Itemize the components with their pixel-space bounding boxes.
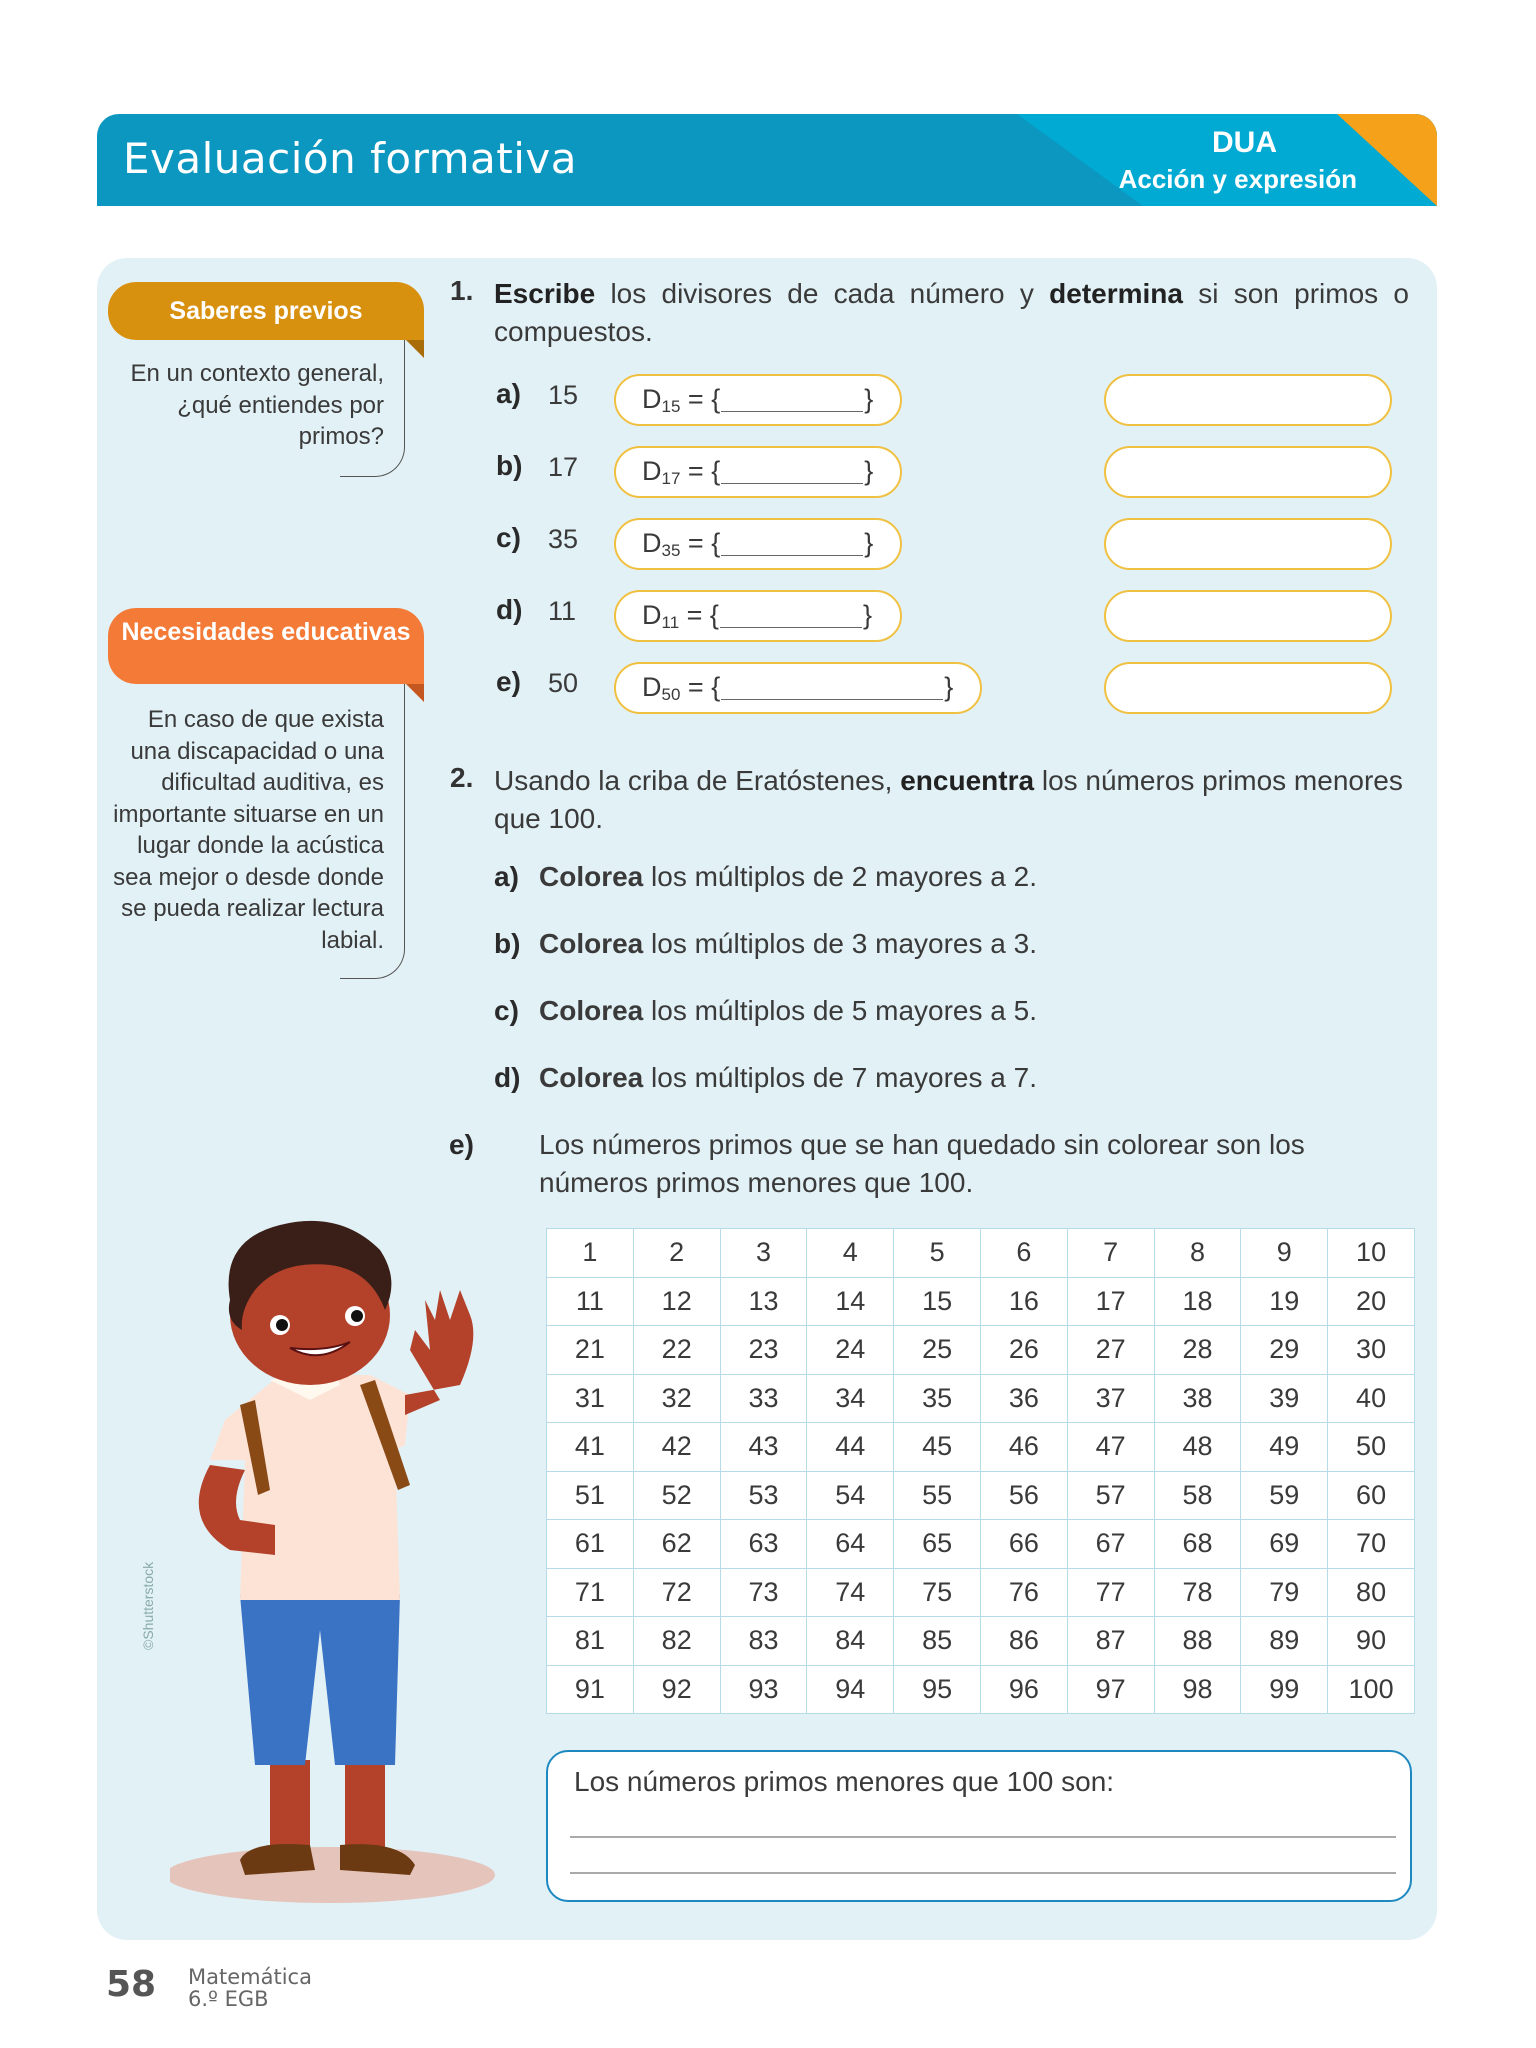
set-prefix: D [642, 528, 662, 558]
grid-cell[interactable]: 90 [1328, 1617, 1415, 1666]
grid-cell[interactable]: 77 [1067, 1568, 1154, 1617]
grid-cell[interactable]: 4 [807, 1229, 894, 1278]
grid-cell[interactable]: 52 [633, 1471, 720, 1520]
grid-cell[interactable]: 36 [980, 1374, 1067, 1423]
set-prefix: D [642, 456, 662, 486]
subject-label [188, 1966, 312, 2010]
divisor-set [642, 384, 873, 417]
step-verb: Colorea [539, 995, 644, 1026]
text: los números primos menores que 100. [494, 765, 1403, 834]
grid-cell[interactable]: 35 [894, 1374, 981, 1423]
grid-row [547, 1665, 1415, 1714]
grid-cell[interactable]: 44 [807, 1423, 894, 1472]
grid-cell[interactable]: 54 [807, 1471, 894, 1520]
set-close: } [864, 384, 874, 414]
grid-cell[interactable]: 1 [547, 1229, 634, 1278]
grid-cell[interactable]: 100 [1328, 1665, 1415, 1714]
grid-cell[interactable]: 97 [1067, 1665, 1154, 1714]
classification-input[interactable] [1104, 518, 1392, 570]
divisor-set [642, 600, 872, 633]
grid-cell[interactable]: 63 [720, 1520, 807, 1569]
set-equals: = { [679, 600, 719, 630]
grid-cell[interactable]: 21 [547, 1326, 634, 1375]
grid-cell[interactable]: 32 [633, 1374, 720, 1423]
grade-label: 6.º EGB [188, 1987, 269, 2011]
grid-cell[interactable]: 25 [894, 1326, 981, 1375]
set-close: } [944, 672, 954, 702]
sieve-step [494, 992, 1419, 1030]
grid-cell[interactable]: 57 [1067, 1471, 1154, 1520]
item-label: b) [496, 450, 523, 481]
grid-cell[interactable]: 79 [1241, 1568, 1328, 1617]
subject-name: Matemática [188, 1965, 312, 1989]
grid-cell[interactable]: 83 [720, 1617, 807, 1666]
step-verb: Colorea [539, 1062, 644, 1093]
grid-cell[interactable]: 34 [807, 1374, 894, 1423]
set-subscript: 35 [661, 541, 681, 560]
grid-cell[interactable]: 69 [1241, 1520, 1328, 1569]
page-title: Evaluación formativa [123, 134, 577, 183]
answer-label: Los números primos menores que 100 son: [574, 1766, 1115, 1797]
answer-box[interactable] [546, 1750, 1412, 1902]
step-text: los múltiplos de 3 mayores a 3. [643, 928, 1037, 959]
grid-cell[interactable]: 19 [1241, 1277, 1328, 1326]
set-prefix: D [642, 672, 662, 702]
grid-cell[interactable]: 29 [1241, 1326, 1328, 1375]
grid-cell[interactable]: 37 [1067, 1374, 1154, 1423]
grid-row [547, 1617, 1415, 1666]
grid-cell[interactable]: 27 [1067, 1326, 1154, 1375]
grid-cell[interactable]: 72 [633, 1568, 720, 1617]
blank-line[interactable] [721, 534, 863, 556]
grid-cell[interactable]: 47 [1067, 1423, 1154, 1472]
set-equals: = { [680, 384, 721, 414]
classification-input[interactable] [1104, 446, 1392, 498]
grid-cell[interactable]: 56 [980, 1471, 1067, 1520]
grid-cell[interactable]: 59 [1241, 1471, 1328, 1520]
classification-input[interactable] [1104, 374, 1392, 426]
blank-line[interactable] [721, 678, 943, 700]
step-label: a) [494, 861, 519, 892]
grid-cell[interactable]: 92 [633, 1665, 720, 1714]
grid-cell[interactable]: 41 [547, 1423, 634, 1472]
grid-cell[interactable]: 98 [1154, 1665, 1241, 1714]
grid-cell[interactable]: 88 [1154, 1617, 1241, 1666]
sieve-step [494, 858, 1419, 896]
item-number: 11 [548, 596, 577, 626]
set-prefix: D [642, 600, 662, 630]
grid-cell[interactable]: 40 [1328, 1374, 1415, 1423]
answer-line[interactable] [570, 1836, 1396, 1838]
grid-cell[interactable]: 53 [720, 1471, 807, 1520]
grid-cell[interactable]: 61 [547, 1520, 634, 1569]
grid-row [547, 1520, 1415, 1569]
classification-input[interactable] [1104, 590, 1392, 642]
item-number: 15 [548, 380, 579, 410]
grid-cell[interactable]: 2 [633, 1229, 720, 1278]
header-banner [97, 114, 1437, 206]
grid-cell[interactable]: 30 [1328, 1326, 1415, 1375]
page-number: 58 [106, 1964, 157, 2005]
item-label: a) [496, 378, 521, 409]
set-subscript: 15 [661, 397, 681, 416]
grid-cell[interactable]: 10 [1328, 1229, 1415, 1278]
grid-row [547, 1423, 1415, 1472]
grid-cell[interactable]: 14 [807, 1277, 894, 1326]
sieve-step [494, 925, 1419, 963]
grid-cell[interactable]: 84 [807, 1617, 894, 1666]
grid-cell[interactable]: 5 [894, 1229, 981, 1278]
set-subscript: 17 [661, 469, 681, 488]
grid-cell[interactable]: 42 [633, 1423, 720, 1472]
grid-cell[interactable]: 75 [894, 1568, 981, 1617]
grid-cell[interactable]: 65 [894, 1520, 981, 1569]
divisors-input[interactable] [614, 446, 902, 498]
grid-cell[interactable]: 38 [1154, 1374, 1241, 1423]
verb: encuentra [900, 765, 1035, 796]
grid-cell[interactable]: 17 [1067, 1277, 1154, 1326]
grid-cell[interactable]: 3 [720, 1229, 807, 1278]
set-subscript: 50 [661, 685, 681, 704]
grid-cell[interactable]: 96 [980, 1665, 1067, 1714]
grid-cell[interactable]: 15 [894, 1277, 981, 1326]
grid-cell[interactable]: 23 [720, 1326, 807, 1375]
grid-cell[interactable]: 24 [807, 1326, 894, 1375]
verb: Escribe [494, 278, 596, 309]
grid-cell[interactable]: 82 [633, 1617, 720, 1666]
sieve-grid [546, 1228, 1415, 1714]
saberes-previos-tab: Saberes previos [108, 282, 424, 340]
exercise-2-number: 2. [450, 762, 474, 793]
tab-fold [406, 340, 424, 358]
grid-cell[interactable]: 87 [1067, 1617, 1154, 1666]
step-text: los múltiplos de 2 mayores a 2. [643, 861, 1037, 892]
step-label: e) [449, 1129, 474, 1160]
grid-cell[interactable]: 9 [1241, 1229, 1328, 1278]
grid-cell[interactable]: 11 [547, 1277, 634, 1326]
step-text: los múltiplos de 5 mayores a 5. [643, 995, 1037, 1026]
exercise-2-instruction [494, 762, 1419, 838]
divisors-input[interactable] [614, 374, 902, 426]
step-label: d) [494, 1062, 521, 1093]
tab-fold [406, 684, 424, 702]
grid-cell[interactable]: 60 [1328, 1471, 1415, 1520]
step-label: b) [494, 928, 521, 959]
grid-cell[interactable]: 31 [547, 1374, 634, 1423]
dua-subtitle: Acción y expresión [1118, 164, 1357, 194]
step-text: los múltiplos de 7 mayores a 7. [643, 1062, 1037, 1093]
grid-cell[interactable]: 58 [1154, 1471, 1241, 1520]
grid-cell[interactable]: 45 [894, 1423, 981, 1472]
set-equals: = { [680, 672, 721, 702]
set-prefix: D [642, 384, 662, 414]
grid-cell[interactable]: 94 [807, 1665, 894, 1714]
item-number: 50 [548, 668, 579, 698]
sieve-step [494, 1059, 1419, 1097]
grid-cell[interactable]: 13 [720, 1277, 807, 1326]
boy-waving-illustration [170, 1220, 540, 1920]
grid-row [547, 1471, 1415, 1520]
grid-cell[interactable]: 55 [894, 1471, 981, 1520]
grid-cell[interactable]: 50 [1328, 1423, 1415, 1472]
grid-cell[interactable]: 43 [720, 1423, 807, 1472]
grid-cell[interactable]: 74 [807, 1568, 894, 1617]
divisors-input[interactable] [614, 518, 902, 570]
grid-cell[interactable]: 78 [1154, 1568, 1241, 1617]
set-close: } [864, 528, 874, 558]
step-label: c) [494, 995, 519, 1026]
dua-title: DUA [1212, 126, 1277, 159]
classification-input[interactable] [1104, 662, 1392, 714]
grid-cell[interactable]: 33 [720, 1374, 807, 1423]
grid-cell[interactable]: 6 [980, 1229, 1067, 1278]
grid-cell[interactable]: 70 [1328, 1520, 1415, 1569]
text: si son primos o compuestos. [494, 278, 1409, 347]
grid-cell[interactable]: 16 [980, 1277, 1067, 1326]
set-equals: = { [680, 456, 721, 486]
item-label: d) [496, 594, 523, 625]
grid-cell[interactable]: 80 [1328, 1568, 1415, 1617]
set-subscript: 11 [661, 613, 680, 632]
grid-cell[interactable]: 99 [1241, 1665, 1328, 1714]
necesidades-educativas-tab: Necesidades educativas [108, 608, 424, 684]
sieve-step [449, 1126, 1419, 1202]
grid-row [547, 1374, 1415, 1423]
grid-cell[interactable]: 7 [1067, 1229, 1154, 1278]
grid-cell[interactable]: 89 [1241, 1617, 1328, 1666]
shadow [170, 1847, 495, 1903]
grid-cell[interactable]: 67 [1067, 1520, 1154, 1569]
set-close: } [862, 600, 872, 630]
grid-row [547, 1568, 1415, 1617]
grid-cell[interactable]: 22 [633, 1326, 720, 1375]
text: los divisores de cada número y [595, 278, 1050, 309]
blank-line[interactable] [721, 390, 863, 412]
step-verb: Colorea [539, 861, 644, 892]
blank-line[interactable] [720, 606, 862, 628]
grid-cell[interactable]: 20 [1328, 1277, 1415, 1326]
grid-row [547, 1326, 1415, 1375]
grid-cell[interactable]: 85 [894, 1617, 981, 1666]
set-close: } [864, 456, 874, 486]
grid-cell[interactable]: 48 [1154, 1423, 1241, 1472]
grid-cell[interactable]: 71 [547, 1568, 634, 1617]
grid-cell[interactable]: 8 [1154, 1229, 1241, 1278]
divisors-input[interactable] [614, 662, 982, 714]
grid-cell[interactable]: 46 [980, 1423, 1067, 1472]
grid-cell[interactable]: 91 [547, 1665, 634, 1714]
grid-cell[interactable]: 12 [633, 1277, 720, 1326]
grid-cell[interactable]: 68 [1154, 1520, 1241, 1569]
item-label: c) [496, 522, 521, 553]
grid-cell[interactable]: 39 [1241, 1374, 1328, 1423]
grid-cell[interactable]: 73 [720, 1568, 807, 1617]
grid-cell[interactable]: 64 [807, 1520, 894, 1569]
grid-cell[interactable]: 76 [980, 1568, 1067, 1617]
grid-cell[interactable]: 49 [1241, 1423, 1328, 1472]
grid-cell[interactable]: 26 [980, 1326, 1067, 1375]
step-text: Los números primos que se han quedado sin colorear son los números primos menores que 100. [539, 1129, 1305, 1198]
divisor-set [642, 672, 953, 705]
image-credit: ©Shutterstock [140, 1561, 156, 1650]
step-verb: Colorea [539, 928, 644, 959]
answer-line[interactable] [570, 1872, 1396, 1874]
divisors-input[interactable] [614, 590, 902, 642]
grid-cell[interactable]: 28 [1154, 1326, 1241, 1375]
grid-cell[interactable]: 18 [1154, 1277, 1241, 1326]
divisor-set [642, 528, 873, 561]
grid-cell[interactable]: 62 [633, 1520, 720, 1569]
blank-line[interactable] [721, 462, 863, 484]
exercise-1-instruction [494, 275, 1409, 351]
verb: determina [1049, 278, 1183, 309]
item-number: 17 [548, 452, 579, 482]
divisor-set [642, 456, 873, 489]
set-equals: = { [680, 528, 721, 558]
item-number: 35 [548, 524, 579, 554]
grid-row [547, 1229, 1415, 1278]
grid-cell[interactable]: 51 [547, 1471, 634, 1520]
grid-row [547, 1277, 1415, 1326]
text: Usando la criba de Eratóstenes, [494, 765, 901, 796]
grid-cell[interactable]: 95 [894, 1665, 981, 1714]
grid-cell[interactable]: 66 [980, 1520, 1067, 1569]
saberes-previos-body: En un contexto general, ¿qué entiendes por primos? [130, 360, 384, 450]
exercise-1-number: 1. [450, 275, 474, 306]
grid-cell[interactable]: 86 [980, 1617, 1067, 1666]
grid-cell[interactable]: 81 [547, 1617, 634, 1666]
item-label: e) [496, 666, 521, 697]
necesidades-educativas-body: En caso de que exista una discapacidad o una dificultad auditiva, es importante situarse en un lugar donde la acústica sea mejor o desde donde se pueda realizar lectura labial. [113, 706, 384, 954]
grid-cell[interactable]: 93 [720, 1665, 807, 1714]
